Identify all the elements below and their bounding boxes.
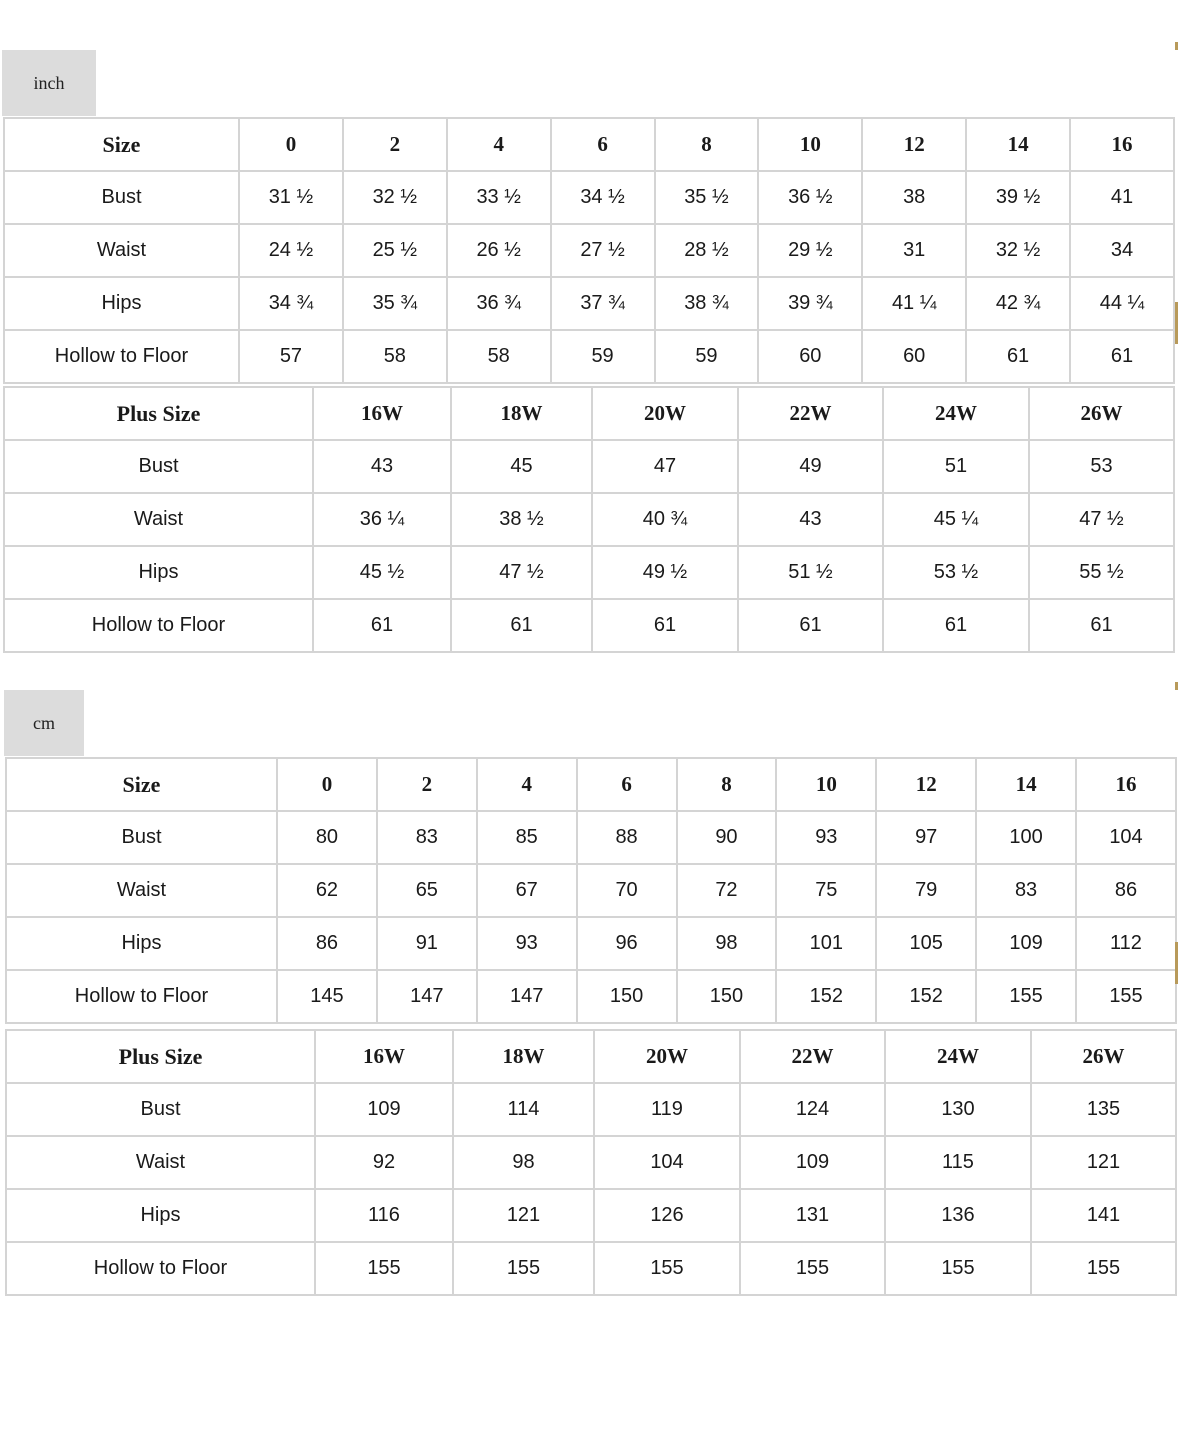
size-header-cell: 0	[239, 118, 343, 171]
measurement-value-cell: 43	[738, 493, 883, 546]
size-header-cell: 26W	[1029, 387, 1174, 440]
measurement-label-cell: Waist	[6, 864, 277, 917]
measurement-value-cell: 141	[1031, 1189, 1176, 1242]
size-header-cell: 12	[876, 758, 976, 811]
measurement-value-cell: 31 ½	[239, 171, 343, 224]
measurement-value-cell: 121	[1031, 1136, 1176, 1189]
measurement-value-cell: 45	[451, 440, 592, 493]
size-header-cell: 8	[677, 758, 777, 811]
measurement-label-cell: Waist	[4, 493, 313, 546]
measurement-label-cell: Hips	[6, 917, 277, 970]
size-header-cell: 4	[477, 758, 577, 811]
size-header-cell: 26W	[1031, 1030, 1176, 1083]
size-header-cell: 16W	[313, 387, 451, 440]
measurement-value-cell: 43	[313, 440, 451, 493]
measurement-value-cell: 101	[776, 917, 876, 970]
measurement-value-cell: 47	[592, 440, 738, 493]
measurement-value-cell: 90	[677, 811, 777, 864]
measurement-value-cell: 121	[453, 1189, 594, 1242]
measurement-value-cell: 109	[976, 917, 1076, 970]
measurement-value-cell: 145	[277, 970, 377, 1023]
measurement-label-cell: Hollow to Floor	[6, 970, 277, 1023]
measurement-value-cell: 98	[453, 1136, 594, 1189]
measurement-value-cell: 150	[677, 970, 777, 1023]
table-row	[6, 864, 1176, 917]
measurement-value-cell: 91	[377, 917, 477, 970]
measurement-value-cell: 51	[883, 440, 1029, 493]
size-header-cell: 6	[551, 118, 655, 171]
measurement-value-cell: 126	[594, 1189, 740, 1242]
measurement-label-cell: Hollow to Floor	[4, 599, 313, 652]
measurement-value-cell: 44 ¼	[1070, 277, 1174, 330]
edge-mark	[1175, 682, 1178, 690]
measurement-value-cell: 61	[451, 599, 592, 652]
measurement-value-cell: 49	[738, 440, 883, 493]
measurement-value-cell: 61	[1070, 330, 1174, 383]
measurement-value-cell: 53 ½	[883, 546, 1029, 599]
measurement-value-cell: 67	[477, 864, 577, 917]
measurement-label-cell: Bust	[6, 811, 277, 864]
table-row	[4, 171, 1174, 224]
table-row	[4, 599, 1174, 652]
header-label-cell: Plus Size	[6, 1030, 315, 1083]
header-label-cell: Size	[4, 118, 239, 171]
measurement-value-cell: 93	[477, 917, 577, 970]
measurement-value-cell: 92	[315, 1136, 453, 1189]
measurement-value-cell: 34 ½	[551, 171, 655, 224]
size-header-cell: 24W	[885, 1030, 1031, 1083]
header-row	[4, 387, 1174, 440]
size-header-cell: 6	[577, 758, 677, 811]
measurement-label-cell: Bust	[6, 1083, 315, 1136]
measurement-value-cell: 37 ¾	[551, 277, 655, 330]
measurement-value-cell: 105	[876, 917, 976, 970]
measurement-value-cell: 155	[594, 1242, 740, 1295]
measurement-value-cell: 27 ½	[551, 224, 655, 277]
measurement-value-cell: 39 ¾	[758, 277, 862, 330]
measurement-value-cell: 62	[277, 864, 377, 917]
measurement-value-cell: 86	[1076, 864, 1176, 917]
size-header-cell: 18W	[451, 387, 592, 440]
measurement-value-cell: 112	[1076, 917, 1176, 970]
measurement-value-cell: 80	[277, 811, 377, 864]
measurement-value-cell: 155	[976, 970, 1076, 1023]
measurement-value-cell: 36 ½	[758, 171, 862, 224]
measurement-value-cell: 88	[577, 811, 677, 864]
size-header-cell: 8	[655, 118, 759, 171]
measurement-value-cell: 38	[862, 171, 966, 224]
measurement-value-cell: 59	[551, 330, 655, 383]
size-header-cell: 16	[1076, 758, 1176, 811]
measurement-value-cell: 41 ¼	[862, 277, 966, 330]
measurement-value-cell: 114	[453, 1083, 594, 1136]
table-row	[4, 546, 1174, 599]
measurement-value-cell: 130	[885, 1083, 1031, 1136]
measurement-value-cell: 100	[976, 811, 1076, 864]
measurement-label-cell: Hollow to Floor	[4, 330, 239, 383]
measurement-value-cell: 135	[1031, 1083, 1176, 1136]
header-label-cell: Plus Size	[4, 387, 313, 440]
edge-mark	[1175, 302, 1178, 344]
measurement-value-cell: 109	[740, 1136, 885, 1189]
measurement-value-cell: 104	[1076, 811, 1176, 864]
measurement-value-cell: 34 ¾	[239, 277, 343, 330]
table-row	[6, 1189, 1176, 1242]
measurement-value-cell: 155	[885, 1242, 1031, 1295]
size-header-cell: 10	[776, 758, 876, 811]
measurement-value-cell: 29 ½	[758, 224, 862, 277]
measurement-value-cell: 75	[776, 864, 876, 917]
size-header-cell: 18W	[453, 1030, 594, 1083]
measurement-value-cell: 93	[776, 811, 876, 864]
measurement-value-cell: 28 ½	[655, 224, 759, 277]
size-chart-cm-plus	[5, 1029, 1177, 1296]
measurement-value-cell: 147	[377, 970, 477, 1023]
table-row	[6, 811, 1176, 864]
table-row	[6, 1242, 1176, 1295]
measurement-value-cell: 58	[343, 330, 447, 383]
measurement-value-cell: 61	[592, 599, 738, 652]
measurement-label-cell: Bust	[4, 171, 239, 224]
measurement-value-cell: 35 ½	[655, 171, 759, 224]
measurement-value-cell: 155	[740, 1242, 885, 1295]
measurement-value-cell: 58	[447, 330, 551, 383]
size-header-cell: 0	[277, 758, 377, 811]
measurement-value-cell: 45 ½	[313, 546, 451, 599]
measurement-value-cell: 83	[377, 811, 477, 864]
size-header-cell: 14	[976, 758, 1076, 811]
measurement-label-cell: Hips	[6, 1189, 315, 1242]
table-row	[6, 1136, 1176, 1189]
measurement-value-cell: 131	[740, 1189, 885, 1242]
measurement-value-cell: 155	[1031, 1242, 1176, 1295]
measurement-value-cell: 41	[1070, 171, 1174, 224]
measurement-value-cell: 96	[577, 917, 677, 970]
measurement-value-cell: 60	[758, 330, 862, 383]
measurement-value-cell: 31	[862, 224, 966, 277]
size-header-cell: 14	[966, 118, 1070, 171]
measurement-value-cell: 85	[477, 811, 577, 864]
measurement-value-cell: 26 ½	[447, 224, 551, 277]
table-row	[6, 1083, 1176, 1136]
header-row	[6, 758, 1176, 811]
measurement-value-cell: 70	[577, 864, 677, 917]
measurement-value-cell: 45 ¼	[883, 493, 1029, 546]
measurement-value-cell: 86	[277, 917, 377, 970]
size-header-cell: 2	[377, 758, 477, 811]
measurement-value-cell: 39 ½	[966, 171, 1070, 224]
measurement-value-cell: 59	[655, 330, 759, 383]
measurement-label-cell: Waist	[6, 1136, 315, 1189]
measurement-value-cell: 136	[885, 1189, 1031, 1242]
measurement-value-cell: 83	[976, 864, 1076, 917]
size-header-cell: 20W	[594, 1030, 740, 1083]
size-header-cell: 24W	[883, 387, 1029, 440]
measurement-value-cell: 35 ¾	[343, 277, 447, 330]
measurement-value-cell: 124	[740, 1083, 885, 1136]
measurement-value-cell: 38 ½	[451, 493, 592, 546]
measurement-value-cell: 61	[313, 599, 451, 652]
size-header-cell: 2	[343, 118, 447, 171]
size-header-cell: 16	[1070, 118, 1174, 171]
measurement-value-cell: 57	[239, 330, 343, 383]
measurement-value-cell: 33 ½	[447, 171, 551, 224]
measurement-value-cell: 47 ½	[1029, 493, 1174, 546]
measurement-label-cell: Hips	[4, 546, 313, 599]
size-header-cell: 22W	[740, 1030, 885, 1083]
size-header-cell: 4	[447, 118, 551, 171]
table-row	[6, 970, 1176, 1023]
measurement-value-cell: 36 ¼	[313, 493, 451, 546]
measurement-value-cell: 97	[876, 811, 976, 864]
measurement-value-cell: 53	[1029, 440, 1174, 493]
measurement-label-cell: Hollow to Floor	[6, 1242, 315, 1295]
table-row	[4, 440, 1174, 493]
measurement-value-cell: 98	[677, 917, 777, 970]
measurement-value-cell: 61	[966, 330, 1070, 383]
size-header-cell: 10	[758, 118, 862, 171]
size-header-cell: 20W	[592, 387, 738, 440]
measurement-value-cell: 36 ¾	[447, 277, 551, 330]
edge-mark	[1175, 942, 1178, 984]
measurement-label-cell: Bust	[4, 440, 313, 493]
header-label-cell: Size	[6, 758, 277, 811]
measurement-value-cell: 152	[776, 970, 876, 1023]
measurement-value-cell: 116	[315, 1189, 453, 1242]
size-chart-inch-regular	[3, 117, 1175, 384]
size-header-cell: 12	[862, 118, 966, 171]
header-row	[6, 1030, 1176, 1083]
table-row	[4, 224, 1174, 277]
measurement-value-cell: 150	[577, 970, 677, 1023]
table-row	[4, 330, 1174, 383]
measurement-value-cell: 115	[885, 1136, 1031, 1189]
table-row	[4, 277, 1174, 330]
table-row	[6, 917, 1176, 970]
unit-tab-inch[interactable]: inch	[2, 50, 96, 116]
measurement-value-cell: 61	[883, 599, 1029, 652]
measurement-value-cell: 60	[862, 330, 966, 383]
measurement-value-cell: 47 ½	[451, 546, 592, 599]
measurement-value-cell: 49 ½	[592, 546, 738, 599]
measurement-label-cell: Waist	[4, 224, 239, 277]
size-header-cell: 16W	[315, 1030, 453, 1083]
measurement-value-cell: 32 ½	[343, 171, 447, 224]
measurement-value-cell: 155	[1076, 970, 1176, 1023]
measurement-value-cell: 34	[1070, 224, 1174, 277]
measurement-value-cell: 109	[315, 1083, 453, 1136]
edge-mark	[1175, 42, 1178, 50]
measurement-value-cell: 65	[377, 864, 477, 917]
size-chart-cm-regular	[5, 757, 1177, 1024]
measurement-value-cell: 61	[1029, 599, 1174, 652]
measurement-value-cell: 119	[594, 1083, 740, 1136]
measurement-label-cell: Hips	[4, 277, 239, 330]
measurement-value-cell: 42 ¾	[966, 277, 1070, 330]
measurement-value-cell: 155	[453, 1242, 594, 1295]
measurement-value-cell: 152	[876, 970, 976, 1023]
measurement-value-cell: 40 ¾	[592, 493, 738, 546]
measurement-value-cell: 55 ½	[1029, 546, 1174, 599]
measurement-value-cell: 72	[677, 864, 777, 917]
measurement-value-cell: 104	[594, 1136, 740, 1189]
table-row	[4, 493, 1174, 546]
measurement-value-cell: 79	[876, 864, 976, 917]
unit-tab-cm[interactable]: cm	[4, 690, 84, 756]
measurement-value-cell: 25 ½	[343, 224, 447, 277]
header-row	[4, 118, 1174, 171]
measurement-value-cell: 147	[477, 970, 577, 1023]
size-chart-inch-plus	[3, 386, 1175, 653]
measurement-value-cell: 24 ½	[239, 224, 343, 277]
size-header-cell: 22W	[738, 387, 883, 440]
measurement-value-cell: 32 ½	[966, 224, 1070, 277]
measurement-value-cell: 38 ¾	[655, 277, 759, 330]
measurement-value-cell: 155	[315, 1242, 453, 1295]
measurement-value-cell: 51 ½	[738, 546, 883, 599]
measurement-value-cell: 61	[738, 599, 883, 652]
